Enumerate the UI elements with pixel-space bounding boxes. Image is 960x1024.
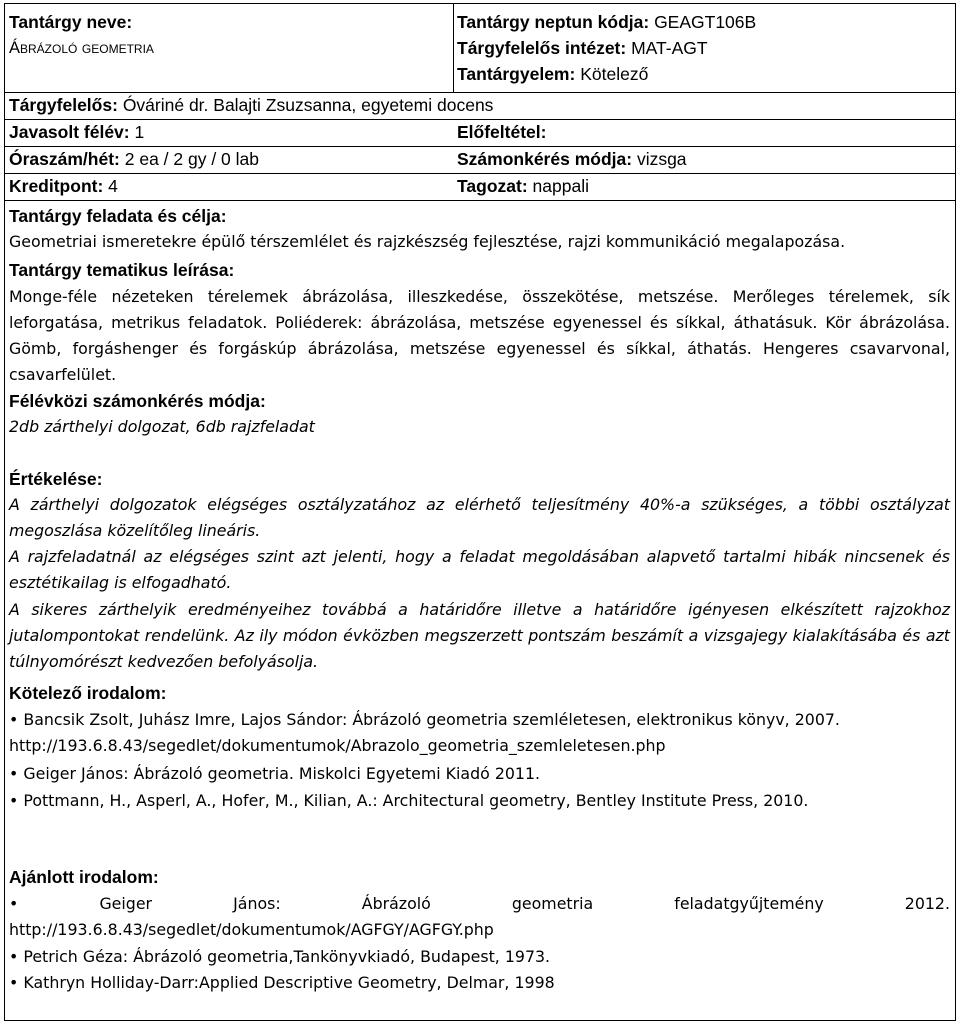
- recommended-literature-item: [9, 891, 950, 917]
- recommended-literature-label: Ajánlott irodalom:: [9, 867, 159, 887]
- recommended-literature-item: • Kathryn Holliday-Darr:Applied Descriptive Geometry, Delmar, 1998: [9, 973, 555, 992]
- header-divider: [453, 4, 454, 93]
- credit-line: Kreditpont: 4: [9, 176, 118, 196]
- exam-type-line: Számonkérés módja: vizsga: [457, 149, 687, 169]
- evaluation-label: Értékelése:: [9, 469, 103, 489]
- bullet-icon: •: [9, 764, 19, 783]
- course-description-sheet: [4, 3, 956, 1021]
- goal-label: Tantárgy feladata és célja:: [9, 206, 227, 226]
- subject-name-label: Tantárgy neve:: [9, 12, 133, 32]
- goal-text: Geometriai ismeretekre épülő térszemlélet és rajzkészség fejlesztése, rajzi kommunikáció megalapozása.: [9, 232, 846, 251]
- required-literature-label: Kötelező irodalom:: [9, 683, 167, 703]
- bullet-icon: •: [9, 947, 19, 966]
- bullet-icon: •: [9, 894, 19, 913]
- division-line: Tagozat: nappali: [457, 176, 589, 196]
- subject-name: Ábrázoló geometria: [9, 39, 154, 57]
- topics-label: Tantárgy tematikus leírása:: [9, 260, 235, 280]
- institute-line: Tárgyfelelős intézet: MAT-AGT: [457, 38, 708, 58]
- subject-element-line: Tantárgyelem: Kötelező: [457, 64, 649, 84]
- required-literature-item: • Bancsik Zsolt, Juhász Imre, Lajos Sándor: Ábrázoló geometria szemléletesen, elektronikus könyv, 2007. http://193.6.8.43/segedlet/dokumentumok/Abrazolo_geometria_szemleletesen.php: [9, 710, 840, 755]
- bullet-icon: •: [9, 973, 19, 992]
- recommended-literature-url: http://193.6.8.43/segedlet/dokumentumok/AGFGY/AGFGY.php: [9, 920, 494, 939]
- midterm-text: 2db zárthelyi dolgozat, 6db rajzfeladat: [9, 417, 315, 436]
- topics-text: Monge-féle nézeteken térelemek ábrázolása, illeszkedése, összekötése, metszése. Merőleges térelemek, sík leforgatása, metrikus feladatok. Poliéderek: ábrázolása, metszése egyenessel és síkkal, áthatásuk. Kör ábrázolása. Gömb, forgáshenger és forgáskúp ábrázolása, metszése egyenessel és síkkal, áthatás. Hengeres csavarvonal, csavarfelület.: [9, 287, 950, 384]
- required-literature-item: • Pottmann, H., Asperl, A., Hofer, M., Kilian, A.: Architectural geometry, Bentley Institute Press, 2010.: [9, 791, 809, 810]
- bullet-icon: •: [9, 710, 19, 729]
- midterm-label: Félévközi számonkérés módja:: [9, 391, 266, 411]
- recommended-item-first-line: Geiger János: Ábrázoló geometria feladatgyűjtemény 2012.: [99, 894, 950, 913]
- evaluation-paragraph: A sikeres zárthelyik eredményeihez továbbá a határidőre illetve a határidőre igényesen elkészített rajzokhoz jutalompontokat rendelünk. Az ily módon évközben megszerzett pontszám beszámít a vizsgajegy kialakításába és azt túlnyomórészt kedvezően befolyásolja.: [9, 600, 950, 671]
- semester-line: Javasolt félév: 1: [9, 122, 145, 142]
- evaluation-paragraph: A rajzfeladatnál az elégséges szint azt jelenti, hogy a feladat megoldásában alapvető tartalmi hibák nincsenek és esztétikailag is elfogadható.: [9, 547, 950, 592]
- recommended-literature-item: • Petrich Géza: Ábrázoló geometria,Tankönyvkiadó, Budapest, 1973.: [9, 947, 551, 966]
- hours-line: Óraszám/hét: 2 ea / 2 gy / 0 lab: [9, 149, 260, 169]
- prerequisite-line: Előfeltétel:: [457, 122, 547, 142]
- bullet-icon: •: [9, 791, 19, 810]
- responsible-line: Tárgyfelelős: Óváriné dr. Balajti Zsuzsanna, egyetemi docens: [9, 95, 494, 115]
- required-literature-item: • Geiger János: Ábrázoló geometria. Miskolci Egyetemi Kiadó 2011.: [9, 764, 541, 783]
- neptun-code-line: Tantárgy neptun kódja: GEAGT106B: [457, 12, 757, 32]
- evaluation-paragraph: A zárthelyi dolgozatok elégséges osztályzatához az elérhető teljesítmény 40%-a szükséges, a többi osztályzat megoszlása közelítőleg lineáris.: [9, 495, 950, 540]
